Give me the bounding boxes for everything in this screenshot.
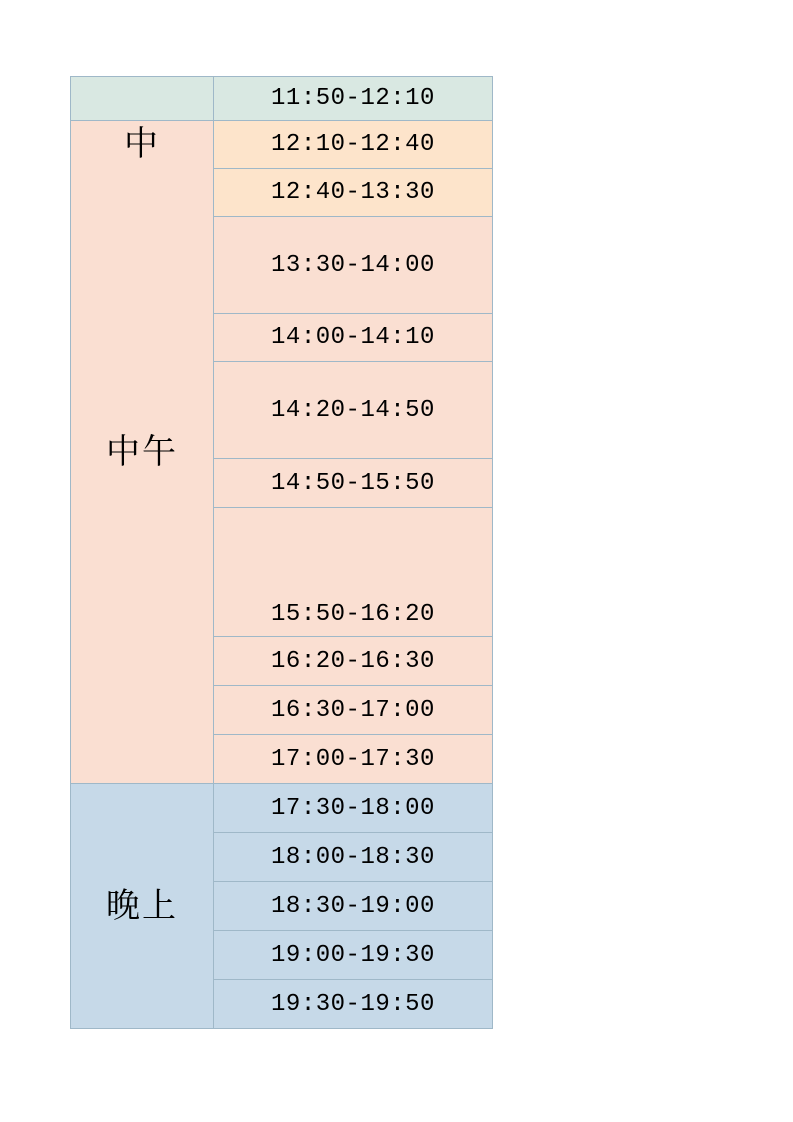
time-slot-cell: 16:30-17:00 bbox=[214, 686, 493, 735]
period-cell-noon bbox=[71, 121, 214, 784]
table-row bbox=[71, 121, 493, 169]
schedule-table-body bbox=[71, 77, 493, 1029]
time-slot-cell: 13:30-14:00 bbox=[214, 217, 493, 314]
time-slot-cell: 19:30-19:50 bbox=[214, 980, 493, 1029]
time-slot-cell: 12:40-13:30 bbox=[214, 169, 493, 217]
period-label-evening: 晚上 bbox=[106, 886, 178, 925]
period-label-noon: 中午 bbox=[106, 432, 178, 471]
period-cell-evening bbox=[71, 784, 214, 1029]
time-slot-cell: 15:50-16:20 bbox=[214, 508, 493, 637]
time-slot-cell: 18:00-18:30 bbox=[214, 833, 493, 882]
period-overlay-noon: 中 bbox=[124, 125, 160, 163]
table-row bbox=[71, 77, 493, 121]
time-slot-cell: 14:50-15:50 bbox=[214, 459, 493, 508]
time-slot-cell: 12:10-12:40 bbox=[214, 121, 493, 169]
time-slot-cell: 14:00-14:10 bbox=[214, 314, 493, 362]
time-slot-cell: 18:30-19:00 bbox=[214, 882, 493, 931]
time-slot-cell: 17:30-18:00 bbox=[214, 784, 493, 833]
time-slot-cell: 16:20-16:30 bbox=[214, 637, 493, 686]
time-slot-cell: 19:00-19:30 bbox=[214, 931, 493, 980]
schedule-table bbox=[70, 76, 493, 1029]
time-slot-cell: 14:20-14:50 bbox=[214, 362, 493, 459]
time-slot-cell: 11:50-12:10 bbox=[214, 77, 493, 121]
period-cell-morning-end bbox=[71, 77, 214, 121]
time-slot-cell: 17:00-17:30 bbox=[214, 735, 493, 784]
table-row bbox=[71, 784, 493, 833]
